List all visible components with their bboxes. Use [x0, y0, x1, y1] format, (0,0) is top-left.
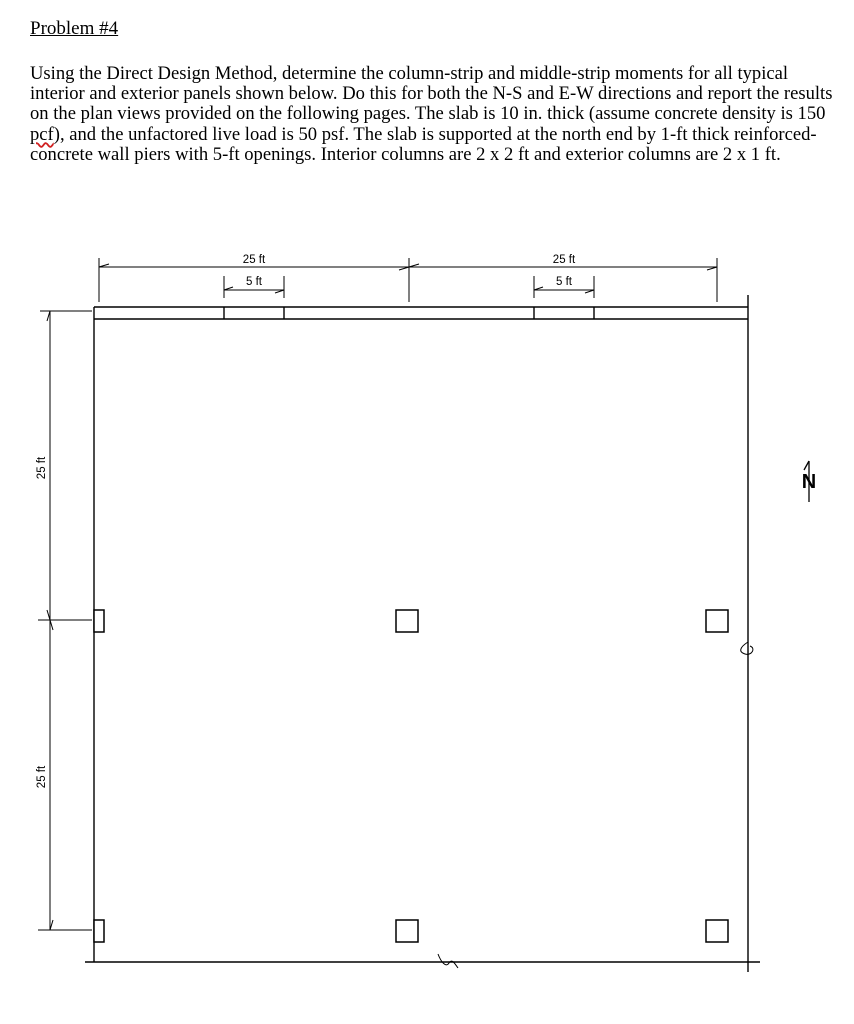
- interior-column: [396, 920, 418, 942]
- interior-column: [706, 920, 728, 942]
- top-opening-dim-2: 5 ft: [556, 276, 572, 288]
- interior-column: [706, 610, 728, 632]
- top-span-dim-2: 25 ft: [552, 254, 576, 266]
- north-label: N: [801, 471, 817, 493]
- problem-text-part1: Using the Direct Design Method, determine the column-strip and middle-strip moments for all typical interior and exterior panels shown below. Do this for both the N-S and E-W directions and report the results on the plan views provided on the following pages. The slab is 10 in. thick (assume concrete density is 150: [30, 63, 833, 125]
- top-span-dim-1: 25 ft: [242, 254, 266, 266]
- columns: [94, 610, 728, 942]
- slab-outline: [85, 295, 760, 972]
- pcf-word: pcf: [30, 123, 54, 145]
- break-symbol-south: [438, 954, 458, 968]
- problem-text-part2: ), and the unfactored live load is 50 psf. The slab is supported at the north end by 1-ft thick reinforced-concrete wall piers with 5-ft openings. Interior columns are 2 x 2 ft and exterior columns are 2 x 1 ft.: [30, 123, 817, 165]
- break-symbol-east: [741, 642, 753, 654]
- left-span-dim-1: 25 ft: [36, 456, 48, 480]
- interior-column: [396, 610, 418, 632]
- north-wall: [94, 307, 748, 319]
- left-span-dim-2: 25 ft: [36, 765, 48, 789]
- problem-title: Problem #4: [30, 18, 119, 39]
- exterior-column: [94, 920, 104, 942]
- left-dimension-lines: [38, 311, 92, 930]
- top-dimension-lines: [99, 258, 717, 302]
- exterior-column: [94, 610, 104, 632]
- top-opening-dim-1: 5 ft: [246, 276, 262, 288]
